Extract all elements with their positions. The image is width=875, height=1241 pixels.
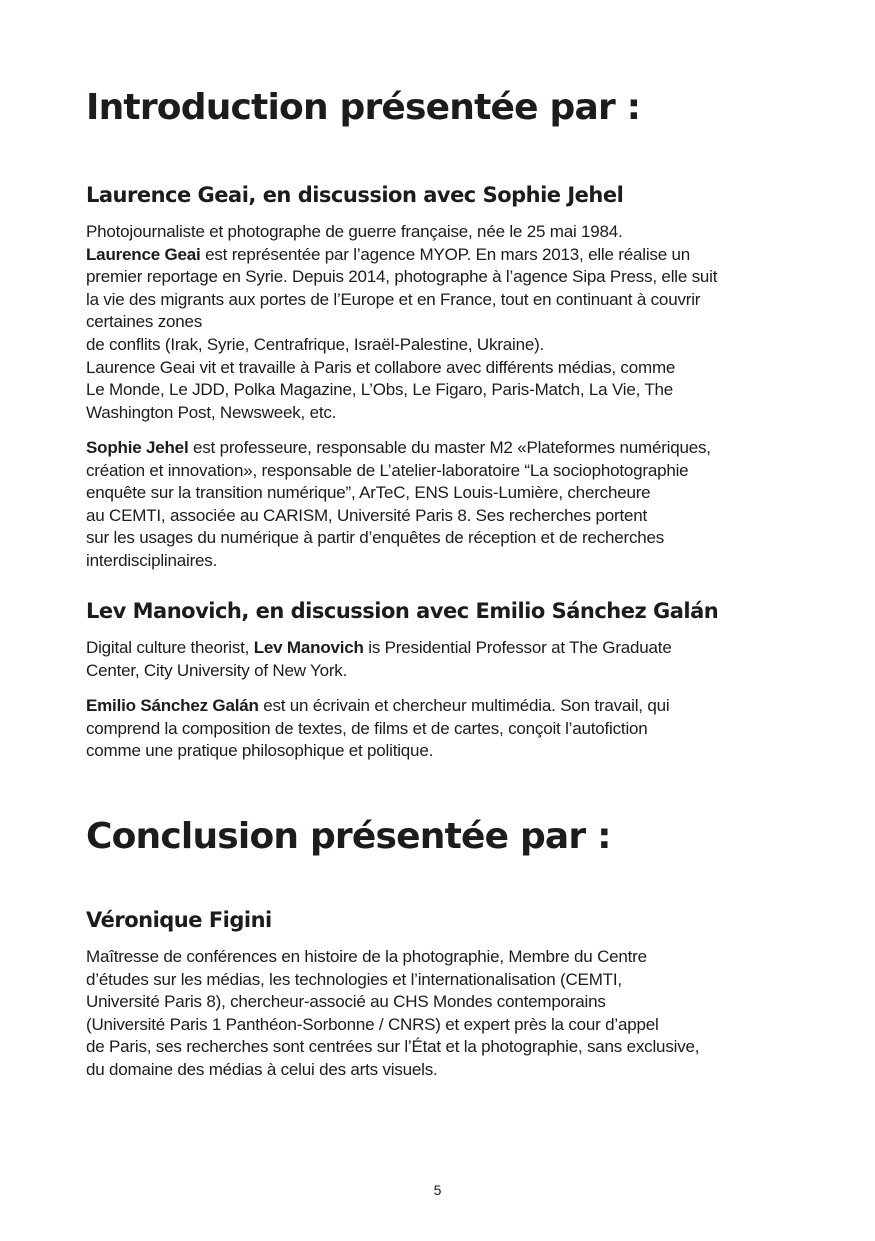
- bio-sophie-jehel: [86, 437, 806, 573]
- section-title-figini: Véronique Figini: [86, 908, 272, 932]
- text-line: [86, 637, 806, 660]
- text-run: is Presidential Professor at The Graduate: [363, 638, 672, 657]
- text-line: sur les usages du numérique à partir d’enquêtes de réception et de recherches: [86, 528, 665, 548]
- text-line: comprend la composition de textes, de films et de cartes, conçoit l’autofiction: [86, 718, 648, 738]
- text-run: est professeure, responsable du master M2 «Plateformes numériques,: [188, 438, 711, 457]
- text-line: d’études sur les médias, les technologies et l’internationalisation (CEMTI,: [86, 969, 622, 989]
- text-line: Washington Post, Newsweek, etc.: [86, 402, 337, 422]
- text-line: Laurence Geai vit et travaille à Paris et collabore avec différents médias, comme: [86, 357, 676, 377]
- text-line: du domaine des médias à celui des arts visuels.: [86, 1059, 438, 1079]
- text-line: Le Monde, Le JDD, Polka Magazine, L’Obs, Le Figaro, Paris-Match, La Vie, The: [86, 380, 674, 400]
- text-line: Center, City University of New York.: [86, 660, 348, 680]
- text-line: [86, 244, 806, 267]
- page-number: 5: [433, 1182, 442, 1198]
- person-name: Emilio Sánchez Galán: [86, 696, 259, 715]
- text-line: Maîtresse de conférences en histoire de la photographie, Membre du Centre: [86, 947, 647, 966]
- bio-veronique-figini: [86, 946, 806, 1082]
- text-line: (Université Paris 1 Panthéon-Sorbonne / CNRS) et expert près la cour d’appel: [86, 1014, 659, 1034]
- bio-laurence-geai: [86, 221, 806, 424]
- conclusion-heading: Conclusion présentée par :: [86, 816, 611, 857]
- text-line: premier reportage en Syrie. Depuis 2014, photographe à l’agence Sipa Press, elle suit: [86, 267, 718, 287]
- text-run: est un écrivain et chercheur multimédia. Son travail, qui: [258, 696, 670, 715]
- bio-lev-manovich: [86, 637, 806, 682]
- intro-heading: Introduction présentée par :: [86, 87, 641, 128]
- text-line: certaines zones: [86, 312, 203, 332]
- section-title-geai-jehel: Laurence Geai, en discussion avec Sophie Jehel: [86, 183, 624, 207]
- person-name: Sophie Jehel: [86, 438, 189, 457]
- text-line: la vie des migrants aux portes de l’Europe et en France, tout en continuant à couvrir: [86, 289, 701, 309]
- bio-emilio-sanchez-galan: [86, 695, 806, 763]
- person-name: Laurence Geai: [86, 244, 201, 264]
- text-line: interdisciplinaires.: [86, 550, 218, 570]
- text-line: création et innovation», responsable de L’atelier-laboratoire “La sociophotographie: [86, 460, 689, 480]
- section-title-manovich-sanchez: Lev Manovich, en discussion avec Emilio Sánchez Galán: [86, 599, 719, 623]
- text-run: Digital culture theorist,: [86, 638, 254, 657]
- text-line: [86, 695, 806, 718]
- text-run: est représentée par l’agence MYOP. En mars 2013, elle réalise un: [200, 244, 690, 264]
- text-line: Photojournaliste et photographe de guerre française, née le 25 mai 1984.: [86, 222, 623, 241]
- text-line: au CEMTI, associée au CARISM, Université Paris 8. Ses recherches portent: [86, 505, 647, 525]
- text-line: Université Paris 8), chercheur-associé au CHS Mondes contemporains: [86, 992, 606, 1012]
- text-line: enquête sur la transition numérique”, ArTeC, ENS Louis-Lumière, chercheure: [86, 483, 651, 503]
- text-line: de conflits (Irak, Syrie, Centrafrique, Israël-Palestine, Ukraine).: [86, 334, 545, 354]
- person-name: Lev Manovich: [253, 638, 364, 657]
- text-line: de Paris, ses recherches sont centrées sur l’État et la photographie, sans exclusive,: [86, 1037, 700, 1057]
- text-line: comme une pratique philosophique et politique.: [86, 741, 434, 761]
- text-line: [86, 437, 806, 460]
